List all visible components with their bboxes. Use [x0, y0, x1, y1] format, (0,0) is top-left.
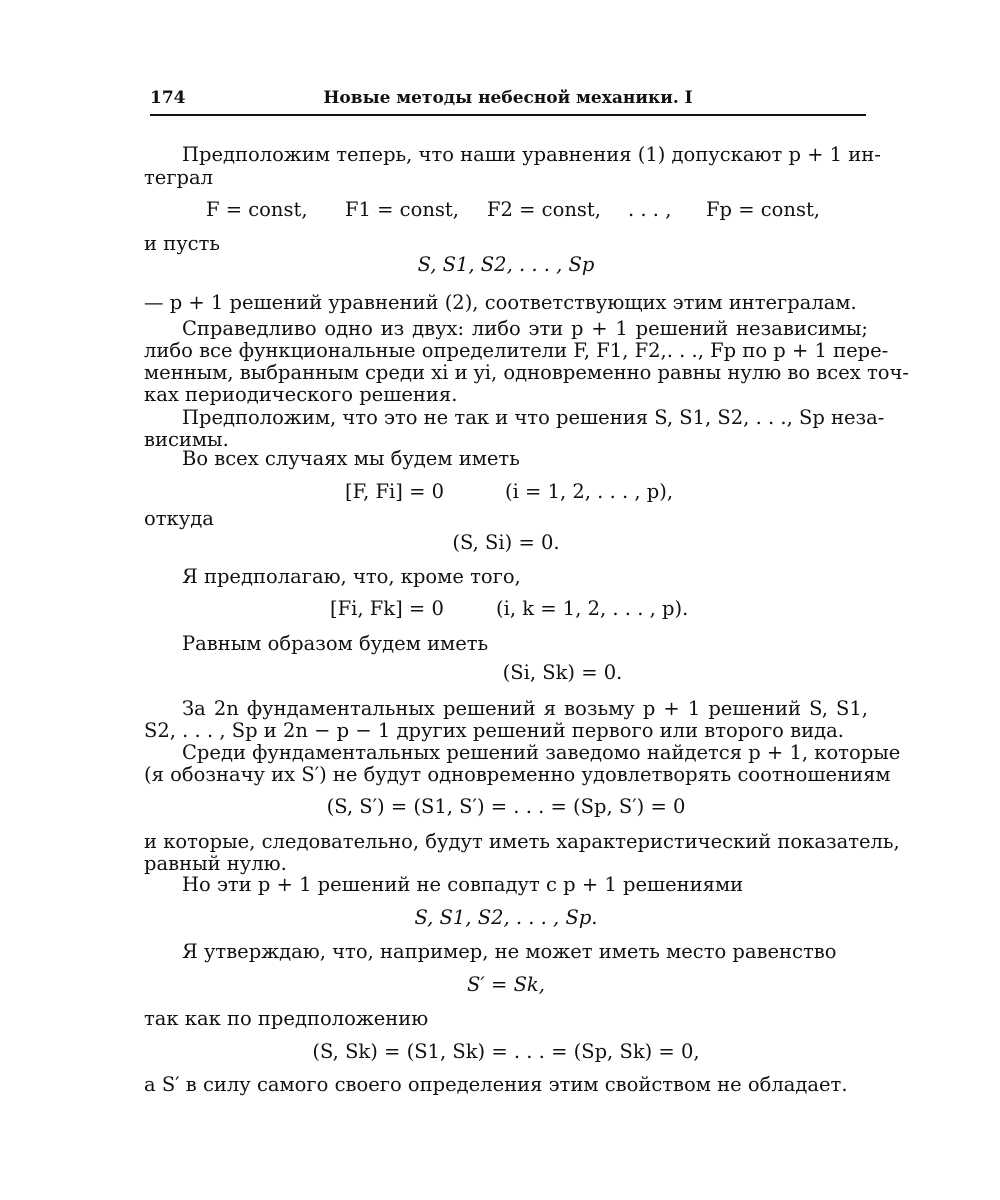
formula-part: . . . ,	[628, 198, 672, 221]
text-line: Я предполагаю, что, кроме того,	[182, 565, 521, 588]
formula-si-sk: (Si, Sk) = 0.	[502, 661, 623, 684]
formula-s-si: (S, Si) = 0.	[452, 531, 560, 554]
text-line: а S′ в силу самого своего определения этим свойством не обладает.	[144, 1073, 848, 1096]
text-line: Но эти p + 1 решений не совпадут с p + 1 решениями	[182, 873, 744, 896]
formula-s-sk: (S, Sk) = (S1, Sk) = . . . = (Sp, Sk) = 0,	[312, 1040, 700, 1063]
text-line: и пусть	[144, 232, 220, 255]
text-line: Во всех случаях мы будем иметь	[182, 447, 520, 470]
formula-s-prime-sk: S′ = Sk,	[467, 973, 545, 996]
running-title: Новые методы небесной механики. I	[323, 88, 693, 108]
formula-part: F = const,	[206, 198, 308, 221]
formula-s-prime: (S, S′) = (S1, S′) = . . . = (Sp, S′) = 0	[326, 795, 686, 818]
text-line: Справедливо одно из двух: либо эти p + 1 решений независимы;	[182, 317, 868, 340]
formula-part: F1 = const,	[345, 198, 459, 221]
text-line: За 2n фундаментальных решений я возьму p + 1 решений S, S1,	[182, 697, 868, 720]
formula-part: [Fi, Fk] = 0	[330, 597, 444, 620]
formula-part: Fp = const,	[706, 198, 821, 221]
text-line: либо все функциональные определители F, F1, F2,. . ., Fp по p + 1 пере-	[144, 339, 889, 362]
text-line: и которые, следовательно, будут иметь характеристический показатель,	[144, 830, 900, 853]
formula-solutions-2: S, S1, S2, . . . , Sp.	[414, 906, 598, 929]
text-line: Предположим, что это не так и что решения S, S1, S2, . . ., Sp неза-	[182, 406, 885, 429]
text-line: теграл	[144, 166, 214, 189]
text-line: менным, выбранным среди xi и yi, одновременно равны нулю во всех точ-	[144, 361, 909, 384]
formula-part: [F, Fi] = 0	[345, 480, 445, 503]
formula-part: (i, k = 1, 2, . . . , p).	[496, 597, 689, 620]
text-line: Предположим теперь, что наши уравнения (1) допускают p + 1 ин-	[182, 143, 881, 166]
running-header	[150, 88, 866, 116]
text-line: ках периодического решения.	[144, 383, 458, 406]
text-line: (я обозначу их S′) не будут одновременно удовлетворять соотношениям	[144, 763, 891, 786]
text-line: так как по предположению	[144, 1007, 429, 1030]
text-line: откуда	[144, 507, 214, 530]
formula-part: (i = 1, 2, . . . , p),	[505, 480, 674, 503]
formula-solutions: S, S1, S2, . . . , Sp	[417, 253, 595, 276]
text-line: Среди фундаментальных решений заведомо найдется p + 1, которые	[182, 741, 901, 764]
text-line: висимы.	[144, 428, 229, 451]
text-line: S2, . . . , Sp и 2n − p − 1 других решений первого или второго вида.	[144, 719, 844, 742]
text-line: равный нулю.	[144, 852, 287, 875]
text-line: Равным образом будем иметь	[182, 632, 489, 655]
text-line: Я утверждаю, что, например, не может иметь место равенство	[182, 940, 837, 963]
text-line: — p + 1 решений уравнений (2), соответствующих этим интегралам.	[144, 291, 857, 314]
page-number: 174	[150, 88, 186, 108]
formula-part: F2 = const,	[487, 198, 601, 221]
